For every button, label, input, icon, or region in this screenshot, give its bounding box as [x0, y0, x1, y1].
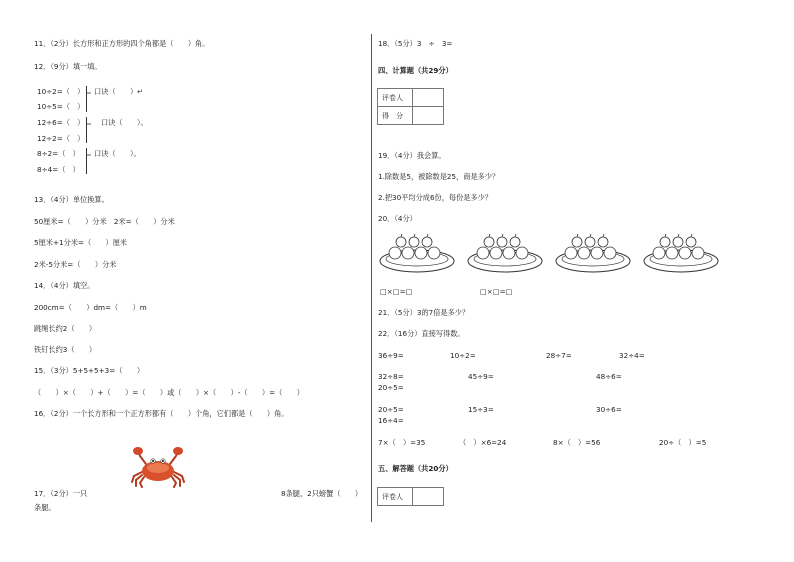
score-label: 得 分 [378, 107, 413, 125]
question-13: 13．（4分）单位换算。 [34, 195, 109, 204]
calc-item: 7×（ ）=35 [378, 438, 426, 447]
question-21: 21．（5分）3的7倍是多少？ [378, 308, 470, 317]
question-14: 14．（4分）填空。 [34, 281, 95, 290]
grader-label: 评卷人 [378, 488, 413, 506]
division-row-4: 12÷2=（ ） [37, 134, 85, 143]
q14-line-2: 跳绳长约2（ ） [34, 324, 97, 333]
calc-item: 28÷7= [546, 351, 572, 360]
kou-jue-3: 口诀（ ）。 [94, 149, 141, 158]
q19-line-2: 2.把30平均分成6份，每份是多少？ [378, 193, 493, 202]
question-17-c: 条腿。 [34, 503, 56, 512]
q13-line-1: 50厘米=（ ）分米 2米=（ ）分米 [34, 217, 175, 226]
question-11: 11．（2分）长方形和正方形的四个角都是（ ）角。 [34, 39, 210, 48]
apple-plate-icon [466, 230, 544, 274]
column-divider [371, 34, 372, 522]
calc-item: 20÷（ ）=5 [659, 438, 707, 447]
section-4-title: 四、计算题（共29分） [378, 66, 453, 75]
calc-item: 15÷3= [468, 405, 494, 414]
apple-plate-icon [642, 230, 720, 274]
q20-formula-2: □×□=□ [480, 287, 513, 296]
question-17-b: 8条腿，2只螃蟹（ ） [281, 489, 363, 498]
calc-item: 45÷9= [468, 372, 494, 381]
q15-line-1: （ ）×（ ）+（ ）=（ ）或（ ）×（ ）-（ ）=（ ） [34, 388, 304, 397]
calc-item: 48÷6= [596, 372, 622, 381]
question-17-a: 17．（2分）一只 [34, 489, 88, 498]
question-19: 19．（4分）我会算。 [378, 151, 446, 160]
calc-item: 20÷5= [378, 383, 404, 392]
question-15: 15．（3分）5+5+5+3=（ ） [34, 366, 145, 375]
question-22: 22．（16分）直接写得数。 [378, 329, 465, 338]
grader-table-2 [377, 487, 444, 506]
calc-item: 8×（ ）=56 [553, 438, 601, 447]
division-row-5: 8÷2=（ ） [37, 149, 80, 158]
q14-line-1: 200cm=（ ）dm=（ ）m [34, 303, 147, 312]
kou-jue-1: 口诀（ ）↵ [94, 87, 144, 96]
calc-item: （ ）×6=24 [459, 438, 507, 447]
question-20: 20．（4分） [378, 214, 417, 223]
section-5-title: 五、解答题（共20分） [378, 464, 453, 473]
division-row-3: 12÷6=（ ） [37, 118, 85, 127]
calc-item: 36÷9= [378, 351, 404, 360]
grader-cell[interactable] [413, 89, 444, 107]
grader-label: 评卷人 [378, 89, 413, 107]
apple-plate-icon [378, 230, 456, 274]
crab-icon [130, 446, 186, 488]
question-18: 18．（5分）3 ÷ 3= [378, 39, 453, 48]
brace-ticks [86, 86, 96, 176]
q13-line-2: 5厘米+1分米=（ ）厘米 [34, 238, 128, 247]
kou-jue-2: 口诀（ ）。 [101, 118, 148, 127]
calc-item: 32÷4= [619, 351, 645, 360]
calc-item: 30÷6= [596, 405, 622, 414]
apple-plate-icon [554, 230, 632, 274]
calc-item: 16÷4= [378, 416, 404, 425]
question-16: 16．（2分）一个长方形和一个正方形都有（ ）个角，它们都是（ ）角。 [34, 409, 289, 418]
q13-line-3: 2米-5分米=（ ）分米 [34, 260, 117, 269]
calc-item: 10÷2= [450, 351, 476, 360]
division-row-2: 10÷5=（ ） [37, 102, 85, 111]
score-cell[interactable] [413, 107, 444, 125]
calc-item: 20÷5= [378, 405, 404, 414]
grader-table [377, 88, 444, 125]
q20-formula-1: □×□=□ [380, 287, 413, 296]
q19-line-1: 1.除数是5，被除数是25，商是多少？ [378, 172, 500, 181]
question-12: 12．（9分）填一填。 [34, 62, 102, 71]
q14-line-3: 铁钉长约3（ ） [34, 345, 97, 354]
calc-item: 32÷8= [378, 372, 404, 381]
division-row-6: 8÷4=（ ） [37, 165, 80, 174]
division-row-1: 10÷2=（ ） [37, 87, 85, 96]
grader-cell[interactable] [413, 488, 444, 506]
